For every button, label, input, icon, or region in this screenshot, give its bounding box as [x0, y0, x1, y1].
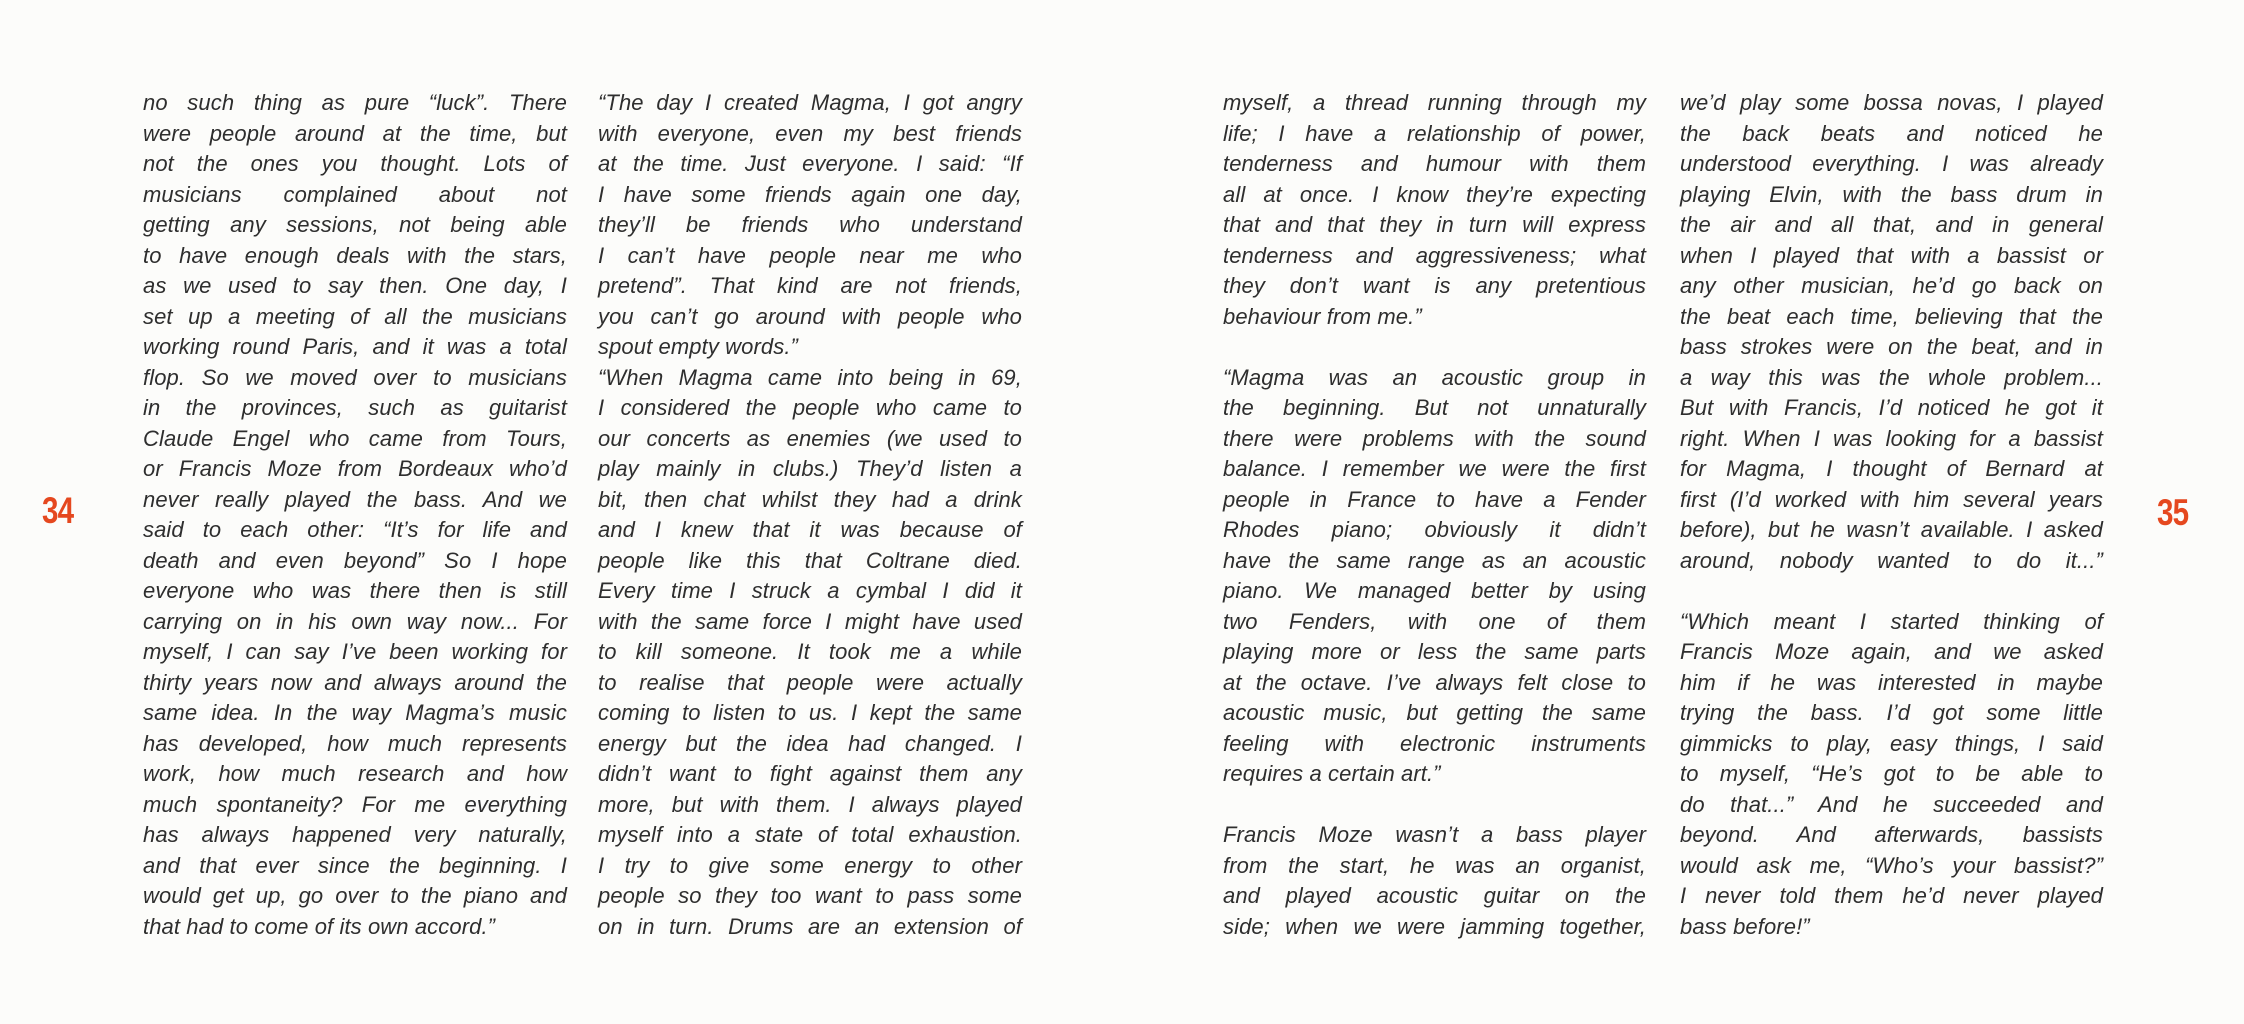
text-line: that and that they in turn will express: [1223, 212, 1646, 237]
text-line: understood everything. I was already: [1680, 151, 2103, 176]
text-line: playing more or less the same parts: [1223, 639, 1646, 664]
text-line: death and even beyond” So I hope: [143, 547, 567, 573]
text-line: tenderness and humour with them: [1223, 151, 1646, 176]
text-line: him if he was interested in maybe: [1680, 669, 2103, 695]
text-line: “When Magma came into being in 69,: [598, 364, 1022, 390]
text-line: the air and all that, and in general: [1680, 212, 2103, 237]
text-line: two Fenders, with one of them: [1223, 608, 1646, 634]
text-line: I never told them he’d never played: [1680, 883, 2103, 908]
text-line: Francis Moze wasn’t a bass player: [1223, 822, 1646, 847]
text-line: have the same range as an acoustic: [1223, 547, 1646, 573]
column-left-page-2: [598, 88, 1022, 942]
text-line: coming to listen to us. I kept the same: [598, 700, 1022, 725]
text-line: any other musician, he’d go back on: [1680, 273, 2103, 298]
page-number-left: 34: [42, 490, 74, 531]
text-line: working round Paris, and it was a total: [143, 334, 567, 359]
text-line: bit, then chat whilst they had a drink: [598, 486, 1022, 512]
text-line: requires a certain art.”: [1223, 761, 1441, 786]
text-line: gimmicks to play, easy things, I said: [1680, 730, 2103, 756]
text-line: not the ones you thought. Lots of: [143, 151, 567, 176]
text-line: at the time. Just everyone. I said: “If: [598, 151, 1022, 176]
text-line: we’d play some bossa novas, I played: [1680, 90, 2103, 115]
text-line: at the octave. I’ve always felt close to: [1223, 669, 1646, 695]
text-line: first (I’d worked with him several years: [1680, 486, 2103, 512]
text-line: Claude Engel who came from Tours,: [143, 425, 567, 451]
text-line: thirty years now and always around the: [143, 669, 567, 695]
text-line: around, nobody wanted to do it...”: [1680, 547, 2103, 573]
text-line: acoustic music, but getting the same: [1223, 700, 1646, 725]
text-line: has developed, how much represents: [143, 730, 567, 756]
text-line: Francis Moze again, and we asked: [1680, 639, 2103, 664]
text-line: has always happened very naturally,: [143, 822, 567, 847]
text-line: our concerts as enemies (we used to: [598, 425, 1022, 451]
text-line: balance. I remember we were the first: [1223, 456, 1646, 481]
text-line: and that ever since the beginning. I: [143, 852, 567, 878]
text-line: behaviour from me.”: [1223, 303, 1422, 329]
text-line: there were problems with the sound: [1223, 425, 1646, 451]
text-line: no such thing as pure “luck”. There: [143, 90, 567, 115]
text-line: “Which meant I started thinking of: [1680, 608, 2103, 634]
text-line: and played acoustic guitar on the: [1223, 883, 1646, 908]
text-line: getting any sessions, not being able: [143, 212, 567, 237]
text-line: before), but he wasn’t available. I asked: [1680, 517, 2103, 542]
paragraph: [1680, 607, 2103, 943]
text-line: much spontaneity? For me everything: [143, 791, 567, 817]
text-line: “Magma was an acoustic group in: [1223, 364, 1646, 390]
text-line: they’ll be friends who understand: [598, 212, 1022, 237]
text-line: the beat each time, believing that the: [1680, 303, 2103, 329]
text-line: myself, I can say I’ve been working for: [143, 639, 567, 664]
text-line: to myself, “He’s got to be able to: [1680, 761, 2103, 786]
text-line: they don’t want is any pretentious: [1223, 273, 1646, 298]
text-line: and I knew that it was because of: [598, 517, 1022, 542]
text-line: beyond. And afterwards, bassists: [1680, 822, 2103, 847]
paragraph: [1223, 88, 1646, 332]
text-line: trying the bass. I’d got some little: [1680, 700, 2103, 725]
text-line: with the same force I might have used: [598, 608, 1022, 634]
text-line: “The day I created Magma, I got angry: [598, 90, 1022, 115]
text-line: carrying on in his own way now... For: [143, 608, 567, 634]
text-line: for Magma, I thought of Bernard at: [1680, 456, 2103, 481]
text-line: to kill someone. It took me a while: [598, 639, 1022, 664]
text-line: myself into a state of total exhaustion.: [598, 822, 1022, 847]
text-line: the beginning. But not unnaturally: [1223, 395, 1646, 420]
text-line: set up a meeting of all the musicians: [143, 303, 567, 329]
text-line: right. When I was looking for a bassist: [1680, 425, 2103, 451]
text-line: tenderness and aggressiveness; what: [1223, 242, 1646, 268]
text-line: with everyone, even my best friends: [598, 120, 1022, 146]
text-line: musicians complained about not: [143, 181, 567, 207]
text-line: as we used to say then. One day, I: [143, 273, 567, 298]
text-line: people in France to have a Fender: [1223, 486, 1646, 512]
column-right-page-1: [1223, 88, 1646, 942]
text-line: said to each other: “It’s for life and: [143, 517, 567, 542]
text-line: bass strokes were on the beat, and in: [1680, 334, 2103, 359]
text-line: people like this that Coltrane died.: [598, 547, 1022, 573]
text-line: spout empty words.”: [598, 334, 798, 359]
text-line: people so they too want to pass some: [598, 883, 1022, 908]
text-line: same idea. In the way Magma’s music: [143, 700, 567, 725]
paragraph: [143, 88, 567, 942]
text-line: side; when we were jamming together,: [1223, 913, 1646, 939]
text-line: feeling with electronic instruments: [1223, 730, 1646, 756]
text-line: didn’t want to fight against them any: [598, 761, 1022, 786]
text-line: myself, a thread running through my: [1223, 90, 1646, 115]
text-line: the back beats and noticed he: [1680, 120, 2103, 146]
text-line: that had to come of its own accord.”: [143, 913, 496, 939]
text-line: to have enough deals with the stars,: [143, 242, 567, 268]
paragraph: [598, 88, 1022, 363]
text-line: bass before!”: [1680, 913, 1810, 939]
text-line: from the start, he was an organist,: [1223, 852, 1646, 878]
column-right-page-2: [1680, 88, 2103, 942]
text-line: everyone who was there then is still: [143, 578, 567, 603]
text-line: Every time I struck a cymbal I did it: [598, 578, 1022, 603]
paragraph: [1680, 88, 2103, 576]
page-number-right: 35: [2157, 492, 2189, 533]
text-line: do that...” And he succeeded and: [1680, 791, 2103, 817]
text-line: pretend”. That kind are not friends,: [598, 273, 1022, 298]
text-line: Rhodes piano; obviously it didn’t: [1223, 517, 1646, 542]
text-line: on in turn. Drums are an extension of: [598, 913, 1022, 939]
text-line: I can’t have people near me who: [598, 242, 1022, 268]
text-line: never really played the bass. And we: [143, 486, 567, 512]
paragraph: [1223, 363, 1646, 790]
text-line: a way this was the whole problem...: [1680, 364, 2103, 390]
text-line: playing Elvin, with the bass drum in: [1680, 181, 2103, 207]
text-line: flop. So we moved over to musicians: [143, 364, 567, 390]
text-line: I have some friends again one day,: [598, 181, 1022, 207]
text-line: in the provinces, such as guitarist: [143, 395, 567, 420]
text-line: play mainly in clubs.) They’d listen a: [598, 456, 1022, 481]
text-line: I try to give some energy to other: [598, 852, 1022, 878]
text-line: more, but with them. I always played: [598, 791, 1022, 817]
text-line: or Francis Moze from Bordeaux who’d: [143, 456, 567, 481]
text-line: to realise that people were actually: [598, 669, 1022, 695]
text-line: I considered the people who came to: [598, 395, 1022, 420]
text-line: would get up, go over to the piano and: [143, 883, 567, 908]
text-line: piano. We managed better by using: [1223, 578, 1646, 603]
text-line: were people around at the time, but: [143, 120, 567, 146]
paragraph: [1223, 820, 1646, 942]
text-line: work, how much research and how: [143, 761, 567, 786]
text-line: energy but the idea had changed. I: [598, 730, 1022, 756]
text-line: you can’t go around with people who: [598, 303, 1022, 329]
text-line: But with Francis, I’d noticed he got it: [1680, 395, 2103, 420]
text-line: all at once. I know they’re expecting: [1223, 181, 1646, 207]
column-left-page-1: [143, 88, 567, 942]
text-line: would ask me, “Who’s your bassist?”: [1680, 852, 2103, 878]
text-line: when I played that with a bassist or: [1680, 242, 2103, 268]
text-line: life; I have a relationship of power,: [1223, 120, 1646, 146]
paragraph: [598, 363, 1022, 943]
